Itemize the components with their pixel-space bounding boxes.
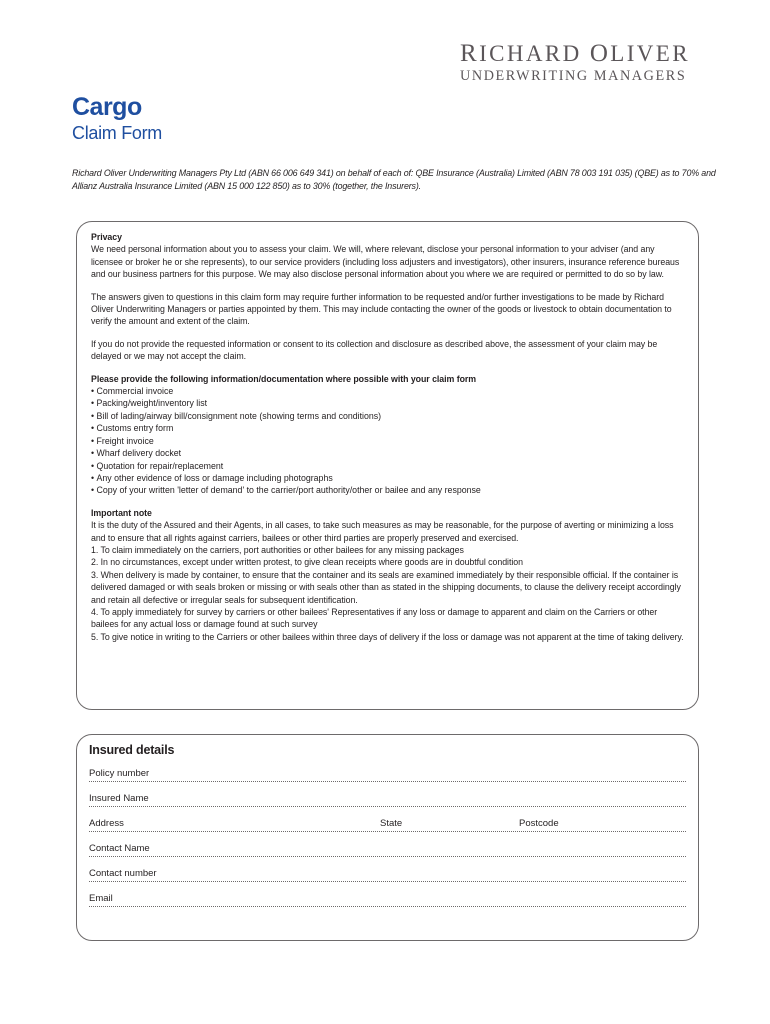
logo-text-liver: LIVER: [610, 41, 690, 66]
email-label: Email: [89, 893, 113, 904]
page-subtitle: Claim Form: [72, 123, 162, 143]
privacy-heading: Privacy: [91, 232, 122, 242]
important-item-4: 4. To apply immediately for survey by carriers or other bailees' Representatives if any loss or damage to apparent and claim on the Carriers or other bailees for any actual loss or damage found at such survey: [91, 606, 658, 630]
address-label: Address: [89, 818, 124, 829]
policy-number-label: Policy number: [89, 768, 150, 779]
insured-name-line[interactable]: [89, 806, 686, 807]
logo-subtitle: UNDERWRITING MANAGERS: [460, 68, 687, 84]
list-item: • Copy of your written 'letter of demand' to the carrier/port authority/other or bailee and any response: [91, 484, 686, 496]
list-item: • Customs entry form: [91, 422, 686, 434]
privacy-paragraph-1: We need personal information about you to assess your claim. We will, where relevant, disclose your personal information to your adviser (and any licensee or broker he or she represents), to our service providers (including loss adjusters and investigators), other insurers, insurance reference bureaus and our business partners for this purpose. We may also disclose personal information about you where we are required or permitted to do so by law.: [91, 244, 680, 280]
important-item-2: 2. In no circumstances, except under written protest, to give clean receipts where goods are in doubtful condition: [91, 557, 523, 568]
policy-number-field[interactable]: [89, 768, 686, 793]
list-item: • Commercial invoice: [91, 385, 686, 397]
documents-heading: Please provide the following information/documentation where possible with your claim form: [91, 373, 477, 384]
postcode-label: Postcode: [519, 818, 559, 829]
privacy-paragraph-3: If you do not provide the requested information or consent to its collection and disclosure as described above, the assessment of your claim may be delayed or we may not accept the claim.: [91, 338, 658, 362]
address-field[interactable]: [89, 818, 686, 843]
email-line[interactable]: [89, 906, 686, 907]
contact-number-field[interactable]: [89, 868, 686, 893]
company-logo: [460, 42, 690, 85]
list-item: • Packing/weight/inventory list: [91, 397, 686, 409]
page-title: Cargo: [72, 93, 142, 121]
logo-initial-r: R: [460, 40, 480, 67]
insured-details-heading: Insured details: [89, 743, 175, 757]
list-item: • Wharf delivery docket: [91, 447, 686, 459]
logo-initial-o: O: [589, 40, 611, 67]
important-item-5: 5. To give notice in writing to the Carriers or other bailees within three days of delivery if the loss or damage was not apparent at the time of taking delivery.: [91, 631, 684, 642]
privacy-paragraph-2: The answers given to questions in this claim form may require further information to be requested and/or further investigations to be made by Richard Oliver Underwriting Managers or parties appointed by them. This may include contacting the owner of the goods or livestock to obtain documentation to verify the amount and extent of the claim.: [91, 291, 672, 327]
privacy-section: [76, 221, 699, 710]
list-item: • Bill of lading/airway bill/consignment note (showing terms and conditions): [91, 410, 686, 422]
logo-name: [460, 42, 690, 66]
list-item: • Freight invoice: [91, 435, 686, 447]
documents-list: [91, 385, 686, 497]
logo-text-ichard: ICHARD: [479, 41, 582, 66]
important-item-3: 3. When delivery is made by container, to ensure that the container and its seals are examined immediately by their responsible official. If the container is delivered damaged or with seals broken or missing or with seals other than as stated in the shipping documents, to clause the delivery receipt accordingly and retain all defective or irregular seals for subsequent identification.: [91, 569, 681, 605]
email-field[interactable]: [89, 893, 686, 918]
contact-name-label: Contact Name: [89, 843, 150, 854]
important-note-intro: It is the duty of the Assured and their Agents, in all cases, to take such measures as may be reasonable, for the purpose of averting or minimizing a loss and to ensure that all rights against carriers, bailees or other third parties are properly preserved and exercised.: [91, 520, 674, 543]
insurer-statement: Richard Oliver Underwriting Managers Pty Ltd (ABN 66 006 649 341) on behalf of each of: QBE Insurance (Australia) Limited (ABN 78 003 191 035) (QBE) as to 70% and Allianz Australia Insurance Limited (ABN 15 000 122 850) as to 30% (together, the Insurers).: [72, 168, 716, 191]
contact-number-line[interactable]: [89, 881, 686, 882]
contact-number-label: Contact number: [89, 868, 157, 879]
policy-number-line[interactable]: [89, 781, 686, 782]
insured-name-label: Insured Name: [89, 793, 149, 804]
address-line[interactable]: [89, 831, 686, 832]
contact-name-line[interactable]: [89, 856, 686, 857]
list-item: • Any other evidence of loss or damage including photographs: [91, 472, 686, 484]
contact-name-field[interactable]: [89, 843, 686, 868]
important-item-1: 1. To claim immediately on the carriers, port authorities or other bailees for any missing packages: [91, 544, 464, 555]
insured-name-field[interactable]: [89, 793, 686, 818]
list-item: • Quotation for repair/replacement: [91, 460, 686, 472]
state-label: State: [380, 818, 403, 829]
insured-details-section: [76, 734, 699, 941]
important-note-heading: Important note: [91, 507, 152, 518]
